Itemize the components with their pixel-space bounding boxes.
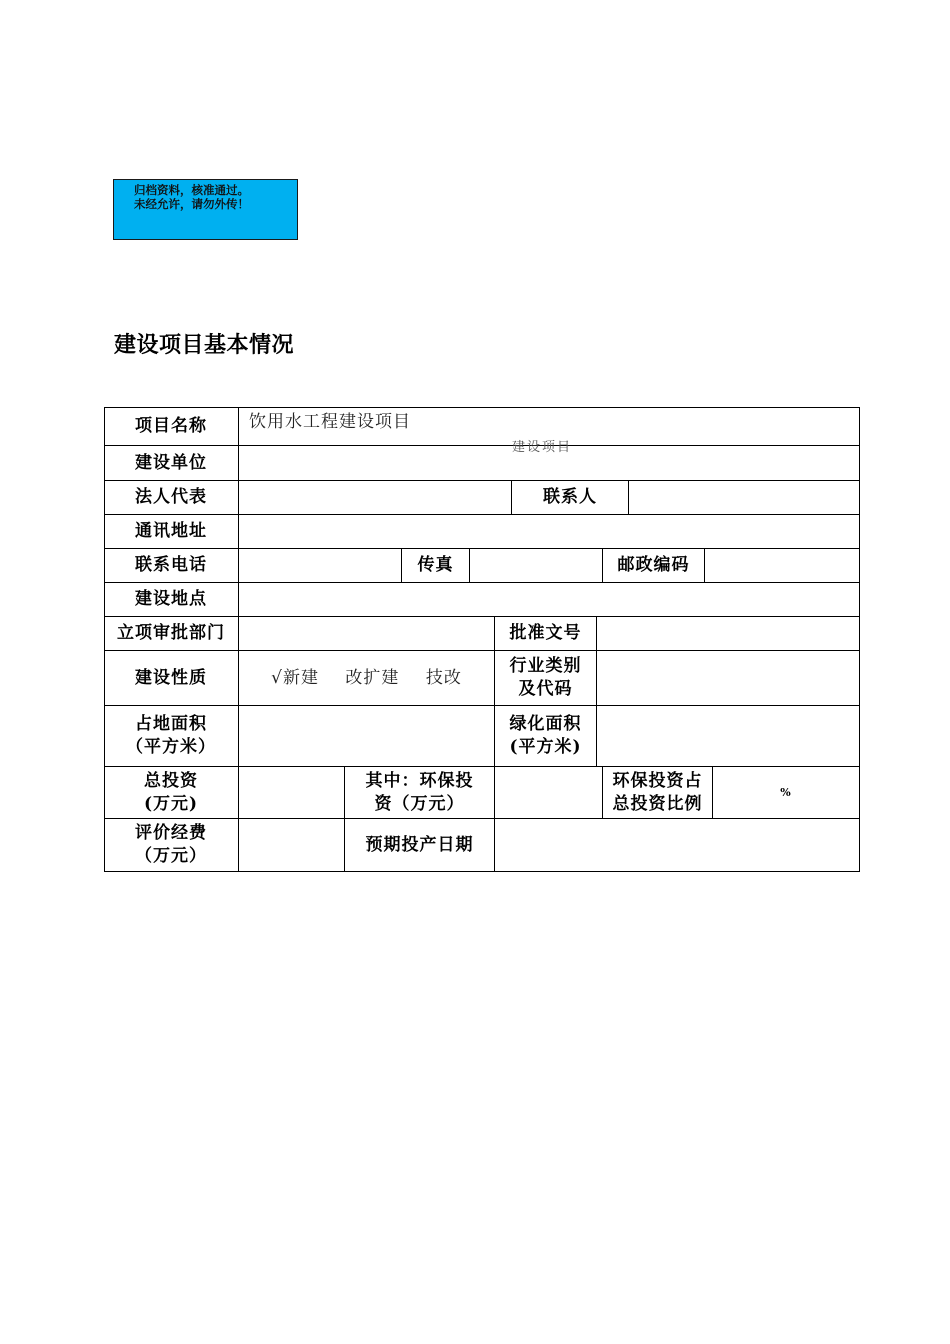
label-env-ratio: [603, 767, 713, 819]
label-area-line1: 占地面积: [135, 714, 207, 734]
label-green-area: [495, 706, 597, 767]
overlapping-text-fragment: 建设项目: [512, 440, 573, 455]
fax-field[interactable]: [470, 549, 603, 583]
env-ratio-field[interactable]: [713, 767, 860, 819]
stamp-line-2: 未经允许，请勿外传！: [134, 197, 249, 211]
label-project-name: 项目名称: [104, 407, 239, 446]
label-env-ratio-line1: 环保投资占: [612, 770, 703, 791]
label-industry-line1: 行业类别: [509, 656, 582, 676]
label-eval-fee-line1: 评价经费: [135, 823, 207, 843]
label-industry-line2: 及代码: [518, 679, 573, 699]
project-info-table: [104, 407, 860, 872]
label-prod-date: 预期投产日期: [345, 819, 495, 872]
postcode-field[interactable]: [705, 549, 860, 583]
label-invest-line1: 总投资: [144, 770, 198, 791]
label-eval-fee: [104, 819, 239, 872]
label-address: 通讯地址: [104, 515, 239, 549]
nature-option-tech[interactable]: 技改: [425, 667, 462, 688]
label-env-invest-line2: 资（万元）: [374, 793, 465, 814]
label-env-invest: [345, 767, 495, 819]
phone-field[interactable]: [239, 549, 402, 583]
industry-field[interactable]: [597, 651, 860, 706]
prod-date-field[interactable]: [495, 819, 860, 872]
site-field[interactable]: [239, 583, 860, 617]
page-title: 建设项目基本情况: [114, 333, 295, 358]
env-invest-field[interactable]: [495, 767, 603, 819]
label-postcode: 邮政编码: [603, 549, 705, 583]
label-builder: 建设单位: [104, 446, 239, 481]
label-phone: 联系电话: [104, 549, 239, 583]
nature-option-expand[interactable]: 改扩建: [345, 667, 400, 688]
label-area: [104, 706, 239, 767]
label-industry: [495, 651, 597, 706]
label-approval-doc: 批准文号: [495, 617, 597, 651]
nature-options[interactable]: [239, 651, 495, 706]
archive-stamp: [113, 179, 298, 240]
label-invest-line2: (万元): [143, 793, 199, 814]
stamp-line-1: 归档资料，核准通过。: [134, 183, 249, 197]
label-green-line1: 绿化面积: [509, 714, 582, 734]
label-env-ratio-line2: 总投资比例: [612, 793, 703, 814]
percent-unit: %: [780, 786, 792, 799]
area-field[interactable]: [239, 706, 495, 767]
approval-doc-field[interactable]: [597, 617, 860, 651]
label-legal-rep: 法人代表: [104, 481, 239, 515]
label-eval-fee-line2: （万元）: [135, 846, 207, 866]
label-contact-person: 联系人: [512, 481, 629, 515]
label-green-line2: (平方米): [509, 737, 582, 757]
label-fax: 传真: [402, 549, 470, 583]
label-total-invest: [104, 767, 239, 819]
label-site: 建设地点: [104, 583, 239, 617]
address-field[interactable]: [239, 515, 860, 549]
label-area-line2: （平方米）: [126, 737, 216, 757]
label-nature: 建设性质: [104, 651, 239, 706]
approval-dept-field[interactable]: [239, 617, 495, 651]
label-approval-dept: 立项审批部门: [104, 617, 239, 651]
label-env-invest-line1: 其中：环保投: [365, 770, 474, 791]
green-area-field[interactable]: [597, 706, 860, 767]
nature-option-new[interactable]: √新建: [271, 667, 320, 688]
total-invest-field[interactable]: [239, 767, 345, 819]
legal-rep-field[interactable]: [239, 481, 512, 515]
builder-field[interactable]: [239, 446, 860, 481]
eval-fee-field[interactable]: [239, 819, 345, 872]
project-name-value: 饮用水工程建设项目: [249, 412, 411, 432]
contact-person-field[interactable]: [629, 481, 860, 515]
